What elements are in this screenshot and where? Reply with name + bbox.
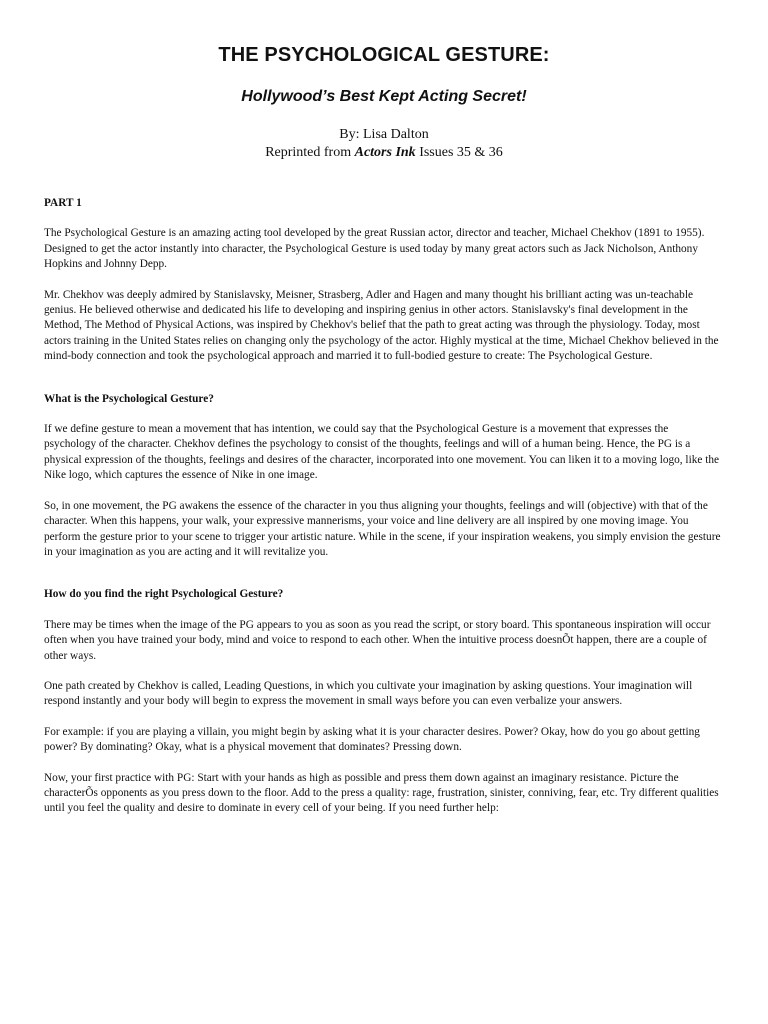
paragraph-one-movement: So, in one movement, the PG awakens the essence of the character in you thus aligning your thoughts, feelings and will (objective) with that of the character. When this happens, your walk, your expressive mannerisms, your voice and line delivery are all inspired by one moving image. You perform the gesture prior to your scene to trigger your artistic nature. While in the scene, if your inspiration weakens, you simply envision the gesture in your imagination as you are acting and it will revitalize you. xyxy=(44,499,721,558)
issue-numbers: Issues 35 & 36 xyxy=(415,145,503,160)
paragraph-intro: The Psychological Gesture is an amazing acting tool developed by the great Russian actor, director and teacher, Michael Chekhov (1891 to 1955). Designed to get the actor instantly into character, the Psychological Gesture is used today by many great actors such as Jack Nicholson, Anthony Hopkins and Johnny Depp. xyxy=(44,227,705,271)
paragraph-practice: Now, your first practice with PG: Start with your hands as high as possible and press them down against an imaginary resistance. Picture the characterÕs opponents as you press down to the floor. Add to the press a quality: rage, frustration, sinister, conniving, fear, etc. Try different qualities until you feel the quality and desire to dominate in every cell of your being. If you need further help: xyxy=(44,771,719,815)
section-heading-what-is-pg: What is the Psychological Gesture? xyxy=(44,392,214,405)
paragraph-leading-questions: One path created by Chekhov is called, Leading Questions, in which you cultivate your imagination by asking questions. Your imagination will respond instantly and your body will begin to express the movement in small ways before you can even verbalize your answers. xyxy=(44,679,693,708)
paragraph-chekhov-background: Mr. Chekhov was deeply admired by Stanislavsky, Meisner, Strasberg, Adler and Hagen and many thought his brilliant acting was un-teachable genius. He believed otherwise and dedicated his life to developing and inspiring genius in other actors. Stanislavsky's final development in the Method, The Method of Physical Actions, was inspired by Chekhov's belief that the path to great acting was through the physiology. Today, most actors training in the United States relies on changing only the psychology of the actor. Highly mystical at the time, Michael Chekhov believed in the mind-body connection and took the psychological approach and married it to full-bodied gesture to create: The Psychological Gesture. xyxy=(44,288,719,363)
author-line: By: Lisa Dalton xyxy=(339,127,429,142)
reprint-line xyxy=(0,144,768,162)
article-body xyxy=(44,196,722,832)
reprint-prefix: Reprinted from xyxy=(265,145,355,160)
paragraph-example: For example: if you are playing a villain, you might begin by asking what it is your character desires. Power? Okay, how do you go about getting power? By dominating? Okay, what is a physical movement that dominates? Pressing down. xyxy=(44,725,700,754)
section-heading-find-pg: How do you find the right Psychological Gesture? xyxy=(44,588,284,601)
document-title: THE PSYCHOLOGICAL GESTURE: xyxy=(218,44,550,66)
paragraph-spontaneous: There may be times when the image of the PG appears to you as soon as you read the script, or story board. This spontaneous inspiration will occur often when you have trained your body, mind and voice to respond to each other. When the intuitive process doesnÕt happen, there are a couple of other ways. xyxy=(44,618,711,662)
byline xyxy=(0,126,768,162)
part-heading: PART 1 xyxy=(44,197,82,209)
document-subtitle: Hollywood’s Best Kept Acting Secret! xyxy=(241,88,527,105)
paragraph-definition: If we define gesture to mean a movement that has intention, we could say that the Psychological Gesture is a movement that expresses the psychology of the character. Chekhov defines the psychology to consist of the thoughts, feelings and will of a human being. Hence, the PG is a physical expression of the thoughts, feelings and desires of the character, incorporated into one movement. You can liken it to a moving logo, like the Nike logo, which captures the essence of Nike in one image. xyxy=(44,423,719,482)
magazine-name: Actors Ink xyxy=(354,145,416,160)
